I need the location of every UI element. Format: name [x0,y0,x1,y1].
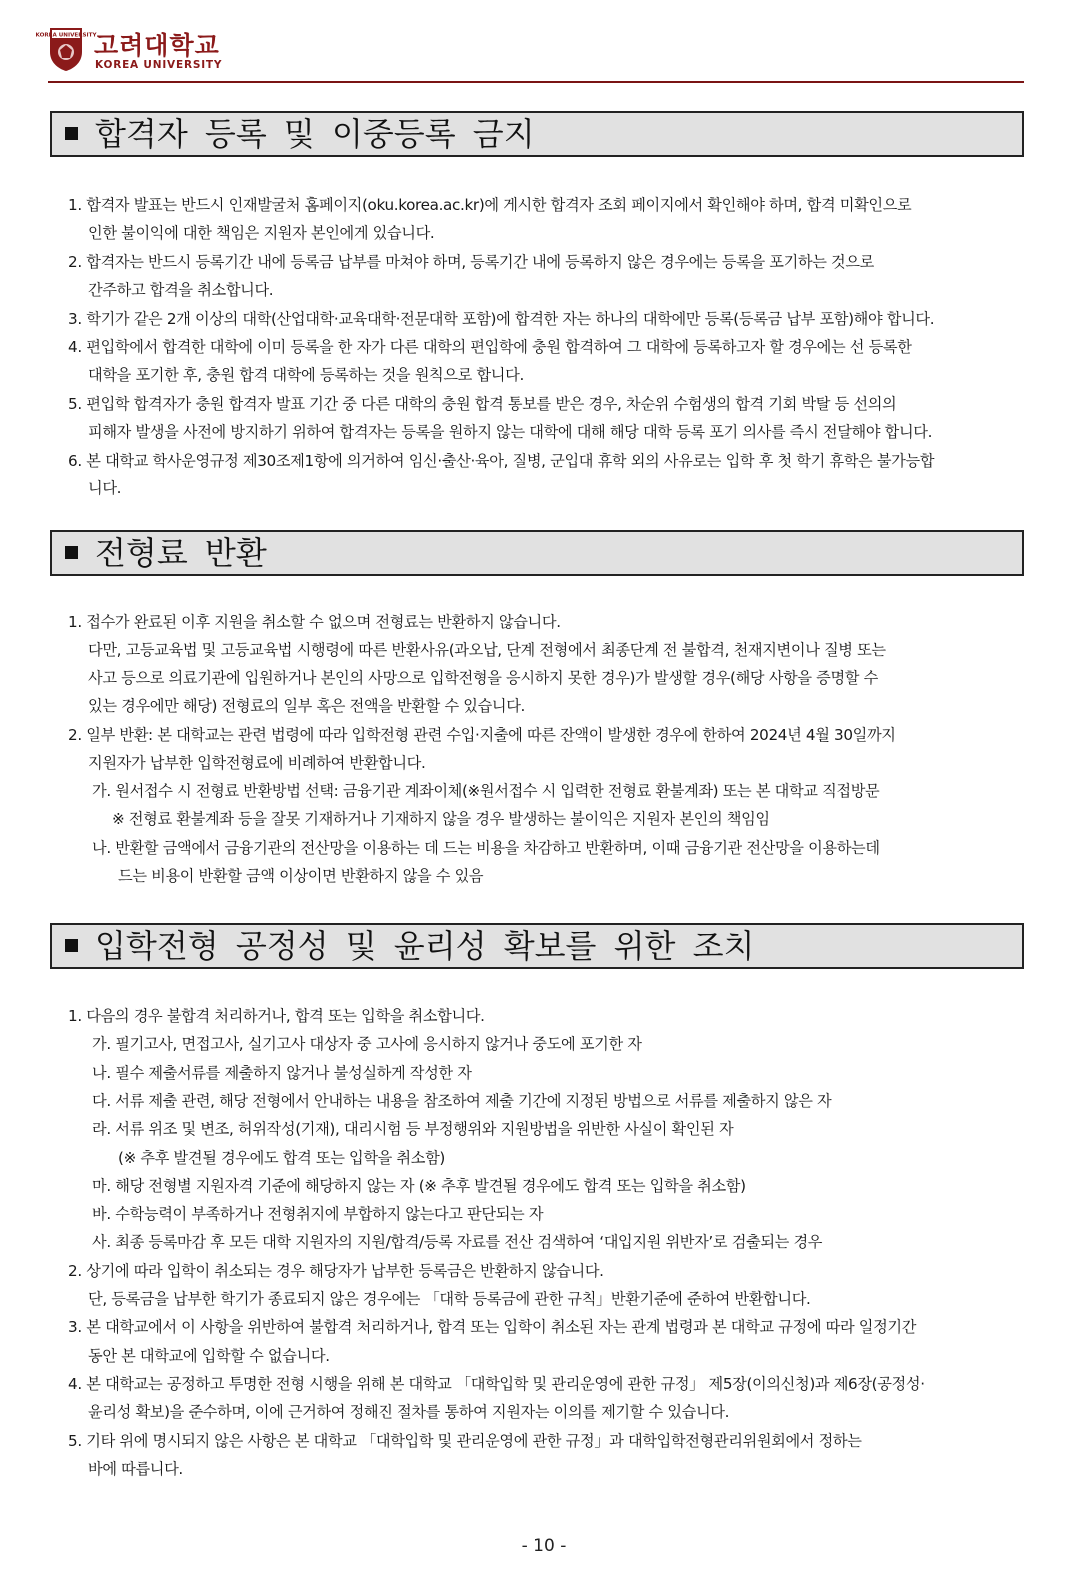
note-line: ※ 전형료 환불계좌 등을 잘못 기재하거나 기재하지 않을 경우 발생하는 불이익은 지원자 본인의 책임임 [112,810,770,828]
section-title-registration [50,111,1024,157]
sub-list-item: 마. 해당 전형별 지원자격 기준에 해당하지 않는 자 (※ 추후 발견될 경우에도 합격 또는 입학을 취소함) [92,1177,746,1195]
list-item-continuation: 인한 불이익에 대한 책임은 지원자 본인에게 있습니다. [88,224,435,242]
section-title-text: 입학전형 공정성 및 윤리성 확보를 위한 조치 [95,927,755,965]
page-number: - 10 - [521,1536,567,1556]
list-item: 2. 합격자는 반드시 등록기간 내에 등록금 납부를 마쳐야 하며, 등록기간 내에 등록하지 않은 경우에는 등록을 포기하는 것으로 [68,253,874,271]
section-title-text: 합격자 등록 및 이중등록 금지 [95,115,535,153]
sub-list-item: 가. 원서접수 시 전형료 반환방법 선택: 금융기관 계좌이체(※원서접수 시 입력한 전형료 환불계좌) 또는 본 대학교 직접방문 [92,782,880,800]
square-bullet-icon [65,546,78,559]
sub-list-item: 사. 최종 등록마감 후 모든 대학 지원자의 지원/합격/등록 자료를 전산 검색하여 ‘대입지원 위반자’로 검출되는 경우 [92,1233,823,1251]
sub-list-item: 라. 서류 위조 및 변조, 허위작성(기재), 대리시험 등 부정행위와 지원방법을 위반한 사실이 확인된 자 [92,1120,734,1138]
section-title-text: 전형료 반환 [95,534,267,572]
list-item-continuation: 다만, 고등교육법 및 고등교육법 시행령에 따른 반환사유(과오납, 단계 전형에서 최종단계 전 불합격, 천재지변이나 질병 또는 [88,641,886,659]
sub-list-item: 다. 서류 제출 관련, 해당 전형에서 안내하는 내용을 참조하여 제출 기간에 지정된 방법으로 서류를 제출하지 않은 자 [92,1092,832,1110]
list-item-continuation: 지원자가 납부한 입학전형료에 비례하여 반환합니다. [88,754,426,772]
list-item-continuation: 동안 본 대학교에 입학할 수 없습니다. [88,1347,330,1365]
list-item: 1. 합격자 발표는 반드시 인재발굴처 홈페이지(oku.korea.ac.kr)에 게시한 합격자 조회 페이지에서 확인해야 하며, 합격 미확인으로 [68,196,912,214]
list-item: 4. 본 대학교는 공정하고 투명한 전형 시행을 위해 본 대학교 「대학입학 및 관리운영에 관한 규정」 제5장(이의신청)과 제6장(공정성· [68,1375,925,1393]
sub-list-item: 바. 수학능력이 부족하거나 전형취지에 부합하지 않는다고 판단되는 자 [92,1205,544,1223]
note-line: (※ 추후 발견될 경우에도 합격 또는 입학을 취소함) [118,1149,445,1167]
university-name-korean: 고려대학교 [94,31,220,60]
list-item-continuation: 니다. [88,479,122,497]
list-item: 2. 상기에 따라 입학이 취소되는 경우 해당자가 납부한 등록금은 반환하지 않습니다. [68,1262,604,1280]
list-item-continuation: 사고 등으로 의료기관에 입원하거나 본인의 사망으로 입학전형을 응시하지 못한 경우)가 발생할 경우(해당 사항을 증명할 수 [88,669,878,687]
list-item-continuation: 바에 따릅니다. [88,1460,183,1478]
page-header [35,24,1028,84]
sub-list-item: 나. 필수 제출서류를 제출하지 않거나 불성실하게 작성한 자 [92,1064,472,1082]
list-item-continuation: 윤리성 확보)을 준수하며, 이에 근거하여 정해진 절차를 통하여 지원자는 이의를 제기할 수 있습니다. [88,1403,730,1421]
list-item: 3. 본 대학교에서 이 사항을 위반하여 불합격 처리하거나, 합격 또는 입학이 취소된 자는 관계 법령과 본 대학교 규정에 따라 일정기간 [68,1318,917,1336]
list-item: 5. 편입학 합격자가 충원 합격자 발표 기간 중 다른 대학의 충원 합격 통보를 받은 경우, 차순위 수험생의 합격 기회 박탈 등 선의의 [68,395,897,413]
list-item-continuation: 간주하고 합격을 취소합니다. [88,281,274,299]
sub-list-item: 가. 필기고사, 면접고사, 실기고사 대상자 중 고사에 응시하지 않거나 중도에 포기한 자 [92,1035,642,1053]
section-title-fee-refund [50,530,1024,576]
university-name-english: KOREA UNIVERSITY [95,59,223,71]
list-item: 4. 편입학에서 합격한 대학에 이미 등록을 한 자가 다른 대학의 편입학에 충원 합격하여 그 대학에 등록하고자 할 경우에는 선 등록한 [68,338,912,356]
list-item-continuation: 대학을 포기한 후, 충원 합격 대학에 등록하는 것을 원칙으로 합니다. [88,366,524,384]
list-item: 3. 학기가 같은 2개 이상의 대학(산업대학·교육대학·전문대학 포함)에 합격한 자는 하나의 대학에만 등록(등록금 납부 포함)해야 합니다. [68,310,935,328]
list-item: 1. 다음의 경우 불합격 처리하거나, 합격 또는 입학을 취소합니다. [68,1007,485,1025]
square-bullet-icon [65,939,78,952]
emblem-text: KOREA UNIVERSITY [35,32,97,39]
list-item-continuation: 있는 경우에만 해당) 전형료의 일부 혹은 전액을 반환할 수 있습니다. [88,697,526,715]
list-item-continuation: 피해자 발생을 사전에 방지하기 위하여 합격자는 등록을 원하지 않는 대학에 대해 해당 대학 등록 포기 의사를 즉시 전달해야 합니다. [88,423,933,441]
square-bullet-icon [65,127,78,140]
korea-university-emblem-icon [35,26,97,72]
header-divider [48,81,1024,83]
list-item: 2. 일부 반환: 본 대학교는 관련 법령에 따라 입학전형 관련 수입·지출에 따른 잔액이 발생한 경우에 한하여 2024년 4월 30일까지 [68,726,896,744]
section-title-fairness-measures [50,923,1024,969]
list-item: 1. 접수가 완료된 이후 지원을 취소할 수 없으며 전형료는 반환하지 않습니다. [68,613,561,631]
sub-list-item: 나. 반환할 금액에서 금융기관의 전산망을 이용하는 데 드는 비용을 차감하고 반환하며, 이때 금융기관 전산망을 이용하는데 [92,839,880,857]
list-item: 6. 본 대학교 학사운영규정 제30조제1항에 의거하여 임신·출산·육아, 질병, 군입대 휴학 외의 사유로는 입학 후 첫 학기 휴학은 불가능합 [68,452,935,470]
sub-list-item-continuation: 드는 비용이 반환할 금액 이상이면 반환하지 않을 수 있음 [118,867,484,885]
list-item-continuation: 단, 등록금을 납부한 학기가 종료되지 않은 경우에는 「대학 등록금에 관한 규칙」반환기준에 준하여 반환합니다. [88,1290,811,1308]
list-item: 5. 기타 위에 명시되지 않은 사항은 본 대학교 「대학입학 및 관리운영에 관한 규정」과 대학입학전형관리위원회에서 정하는 [68,1432,862,1450]
